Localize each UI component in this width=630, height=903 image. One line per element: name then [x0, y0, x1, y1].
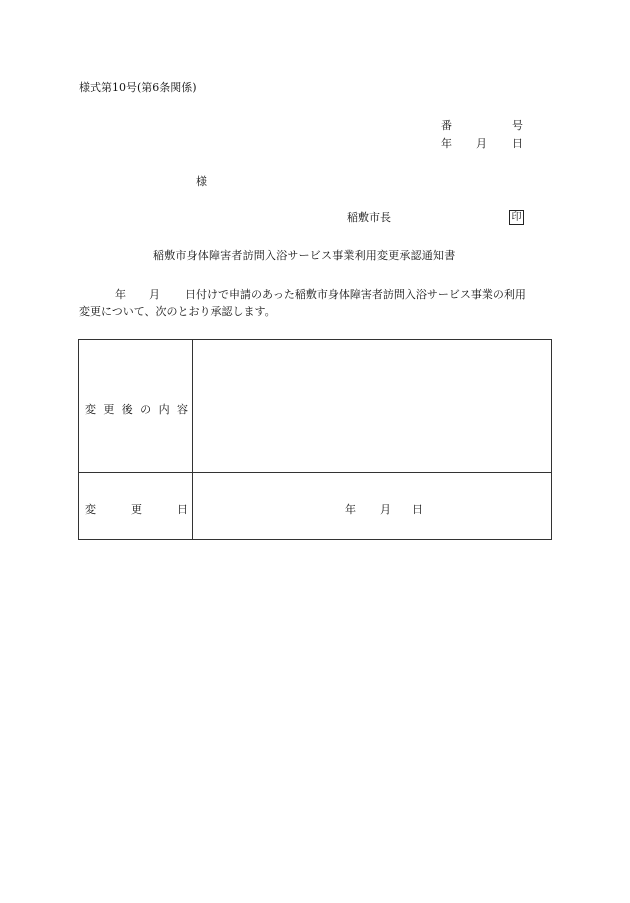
table-row-divider	[79, 472, 551, 473]
body-year-label: 年	[115, 288, 126, 301]
change-date-year-label: 年	[345, 503, 356, 516]
seal-stamp-box: 印	[509, 210, 524, 225]
sender-name: 稲敷市長	[347, 211, 391, 224]
label-char: 変	[85, 503, 96, 516]
label-char: 後	[121, 403, 133, 416]
issue-date-day-label: 日	[512, 137, 523, 150]
document-number-label-go: 号	[512, 119, 523, 132]
body-line-1-text: 日付けで申請のあった稲敷市身体障害者訪問入浴サービス事業の利用	[185, 288, 526, 301]
label-char: 内	[158, 403, 170, 416]
issue-date-year-label: 年	[441, 137, 452, 150]
content-after-change-label	[85, 401, 188, 417]
label-char: の	[140, 403, 152, 416]
label-char: 変	[85, 403, 96, 416]
document-number-label-ban: 番	[441, 119, 452, 132]
issue-date-month-label: 月	[476, 137, 487, 150]
change-date-label	[85, 501, 188, 517]
label-char: 容	[176, 403, 188, 416]
document-title: 稲敷市身体障害者訪問入浴サービス事業利用変更承認通知書	[153, 249, 456, 262]
body-line-2: 変更について、次のとおり承認します。	[79, 305, 276, 318]
change-date-day-label: 日	[412, 503, 423, 516]
label-char: 更	[131, 503, 142, 516]
addressee-honorific: 様	[196, 175, 207, 188]
change-date-month-label: 月	[380, 503, 391, 516]
approval-details-table	[78, 339, 552, 540]
content-after-change-field[interactable]	[193, 340, 551, 472]
label-char: 日	[177, 503, 188, 516]
form-number: 様式第10号(第6条関係)	[79, 81, 197, 94]
body-month-label: 月	[149, 288, 160, 301]
label-char: 更	[103, 403, 115, 416]
